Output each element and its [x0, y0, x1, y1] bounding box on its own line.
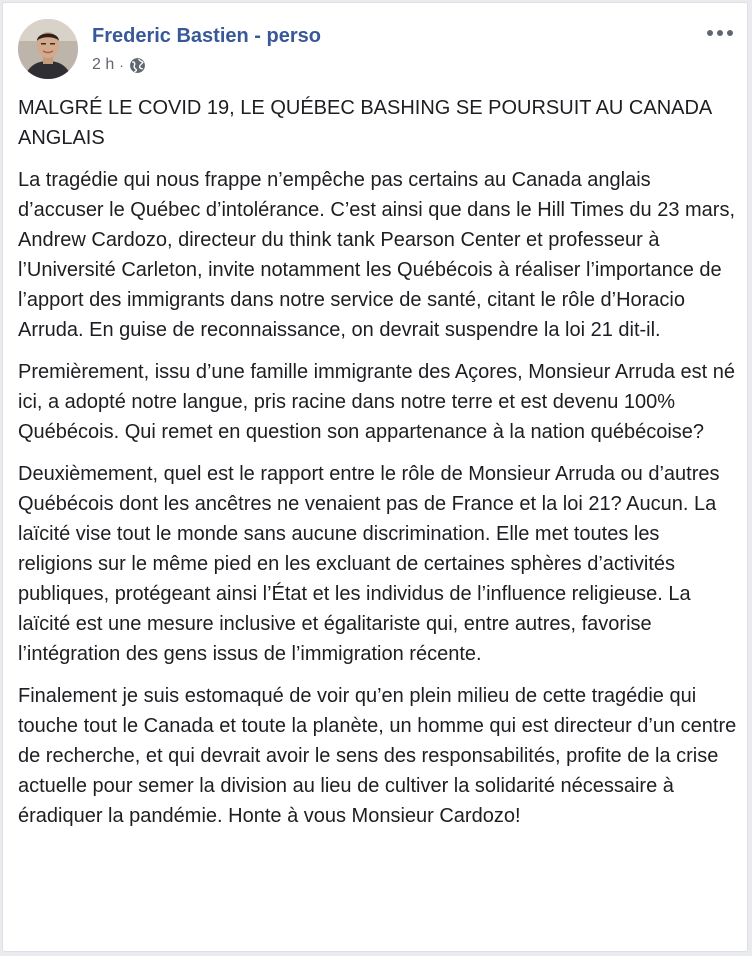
- post-paragraph-3: Deuxièmement, quel est le rapport entre le rôle de Monsieur Arruda ou d’autres Québécois dont les ancêtres ne venaient pas de France et la loi 21? Aucun. La laïcité vise tout le monde sans aucune discrimination. Elle met toutes les religions sur le même pied en les excluant de certaines sphères d’activités publiques, protégeant ainsi l’État et les individus de l’influence religieuse. La laïcité est une mesure inclusive et égalitariste qui, entre autres, favorise l’intégration des gens issus de l’immigration récente.: [18, 463, 720, 665]
- post-header: [18, 19, 737, 81]
- author-name-link[interactable]: Frederic Bastien - perso: [92, 25, 321, 47]
- globe-icon[interactable]: [129, 57, 146, 74]
- post-paragraph-2: Premièrement, issu d’une famille immigrante des Açores, Monsieur Arruda est né ici, a adopté notre langue, pris racine dans notre terre et est devenu 100% Québécois. Qui remet en question son appartenance à la nation québécoise?: [18, 361, 735, 443]
- post-paragraph-4: Finalement je suis estomaqué de voir qu’en plein milieu de cette tragédie qui touche tout le Canada et toute la planète, un homme qui est directeur d’un centre de recherche, et qui devrait avoir le sens des responsabilités, profite de la crise actuelle pour semer la division au lieu de cultiver la solidarité nécessaire à éradiquer la pandémie. Honte à vous Monsieur Cardozo!: [18, 685, 737, 827]
- post-meta: [92, 56, 146, 74]
- more-dot: [707, 30, 713, 36]
- avatar[interactable]: [18, 19, 78, 79]
- more-dot: [727, 30, 733, 36]
- more-dot: [717, 30, 723, 36]
- post-timestamp[interactable]: 2 h: [92, 56, 115, 73]
- post-paragraph-1: La tragédie qui nous frappe n’empêche pas certains au Canada anglais d’accuser le Québec d’intolérance. C’est ainsi que dans le Hill Times du 23 mars, Andrew Cardozo, directeur du think tank Pearson Center et professeur à l’Université Carleton, invite notamment les Québécois à réaliser l’importance de l’apport des immigrants dans notre service de santé, citant le rôle d’Horacio Arruda. En guise de reconnaissance, on devrait suspendre la loi 21 dit-il.: [18, 169, 736, 341]
- meta-separator: ·: [119, 57, 124, 73]
- avatar-image: [18, 19, 78, 79]
- post-card: [2, 2, 748, 952]
- more-options-icon[interactable]: [705, 23, 735, 43]
- post-title: MALGRÉ LE COVID 19, LE QUÉBEC BASHING SE POURSUIT AU CANADA ANGLAIS: [18, 97, 712, 149]
- post-content: [18, 93, 738, 843]
